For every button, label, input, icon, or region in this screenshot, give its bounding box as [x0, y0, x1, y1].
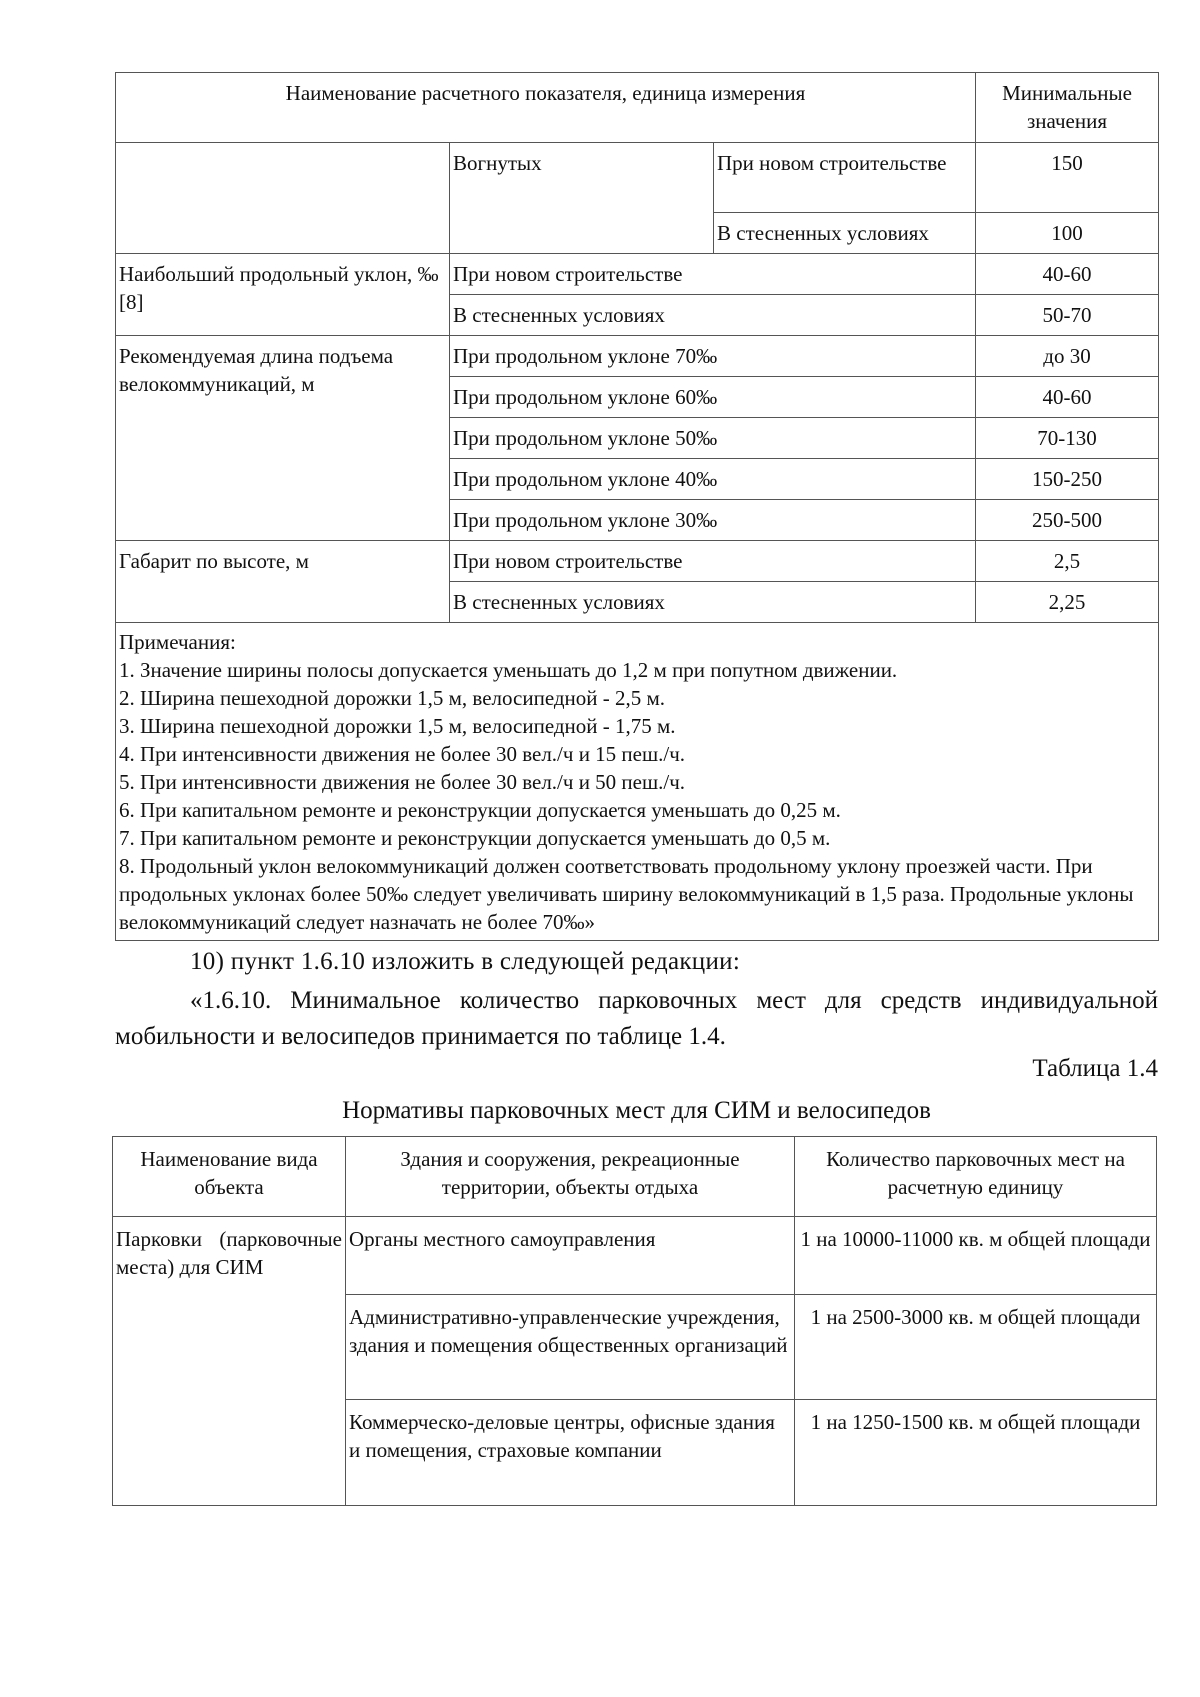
table-cell: 70-130	[976, 418, 1159, 459]
note-item: 3. Ширина пешеходной дорожки 1,5 м, велосипедной - 1,75 м.	[119, 714, 676, 738]
table-cell: При продольном уклоне 70‰	[450, 336, 976, 377]
table-cell: При новом строительстве	[450, 254, 976, 295]
table-cell: 1 на 2500-3000 кв. м общей площади	[795, 1295, 1157, 1400]
table-cell: Органы местного самоуправления	[346, 1217, 795, 1295]
slope-label: Наибольший продольный уклон, ‰ [8]	[116, 254, 450, 336]
header-min-values: Минимальные значения	[976, 73, 1159, 143]
table-cell: При продольном уклоне 40‰	[450, 459, 976, 500]
table-cell: 150-250	[976, 459, 1159, 500]
table-cell: При продольном уклоне 50‰	[450, 418, 976, 459]
table-cell: При продольном уклоне 30‰	[450, 500, 976, 541]
note-item: 7. При капитальном ремонте и реконструкции допускается уменьшать до 0,5 м.	[119, 826, 831, 850]
table-cell: 40-60	[976, 254, 1159, 295]
notes-block	[116, 623, 1159, 941]
header-buildings: Здания и сооружения, рекреационные территории, объекты отдыха	[346, 1137, 795, 1217]
table-cell: В стесненных условиях	[450, 582, 976, 623]
header-parameter-name: Наименование расчетного показателя, единица измерения	[116, 73, 976, 143]
table-cell: 2,5	[976, 541, 1159, 582]
ascent-label: Рекомендуемая длина подъема велокоммуникаций, м	[116, 336, 450, 541]
paragraph-1-6-10: «1.6.10. Минимальное количество парковочных мест для средств индивидуальной мобильности и велосипедов принимается по таблице 1.4.	[115, 987, 1158, 1050]
table-cell: 50-70	[976, 295, 1159, 336]
paragraph-item-10: 10) пункт 1.6.10 изложить в следующей редакции:	[190, 948, 741, 975]
table-cell: 1 на 1250-1500 кв. м общей площади	[795, 1400, 1157, 1506]
group-label: Парковки (парковочные места) для СИМ	[113, 1217, 346, 1506]
note-item: 1. Значение ширины полосы допускается уменьшать до 1,2 м при попутном движении.	[119, 658, 898, 682]
note-item: 6. При капитальном ремонте и реконструкции допускается уменьшать до 0,25 м.	[119, 798, 841, 822]
table-cell: В стесненных условиях	[714, 213, 976, 254]
design-parameters-table	[115, 72, 1159, 941]
notes-title: Примечания:	[119, 630, 236, 654]
table-cell: 250-500	[976, 500, 1159, 541]
empty-cell	[116, 143, 450, 254]
table-cell: 100	[976, 213, 1159, 254]
note-item: 2. Ширина пешеходной дорожки 1,5 м, велосипедной - 2,5 м.	[119, 686, 666, 710]
table-cell: 1 на 10000-11000 кв. м общей площади	[795, 1217, 1157, 1295]
header-object-type: Наименование вида объекта	[113, 1137, 346, 1217]
note-item: 5. При интенсивности движения не более 30 вел./ч и 50 пеш./ч.	[119, 770, 686, 794]
table-cell: При новом строительстве	[450, 541, 976, 582]
note-item: 8. Продольный уклон велокоммуникаций должен соответствовать продольному уклону проезжей части. При продольных уклонах более 50‰ следует увеличивать ширину велокоммуникаций в 1,5 раза. Продольные уклоны велокоммуникаций следует назначать не более 70‰»	[119, 854, 1134, 934]
note-item: 4. При интенсивности движения не более 30 вел./ч и 15 пеш./ч.	[119, 742, 686, 766]
table-title: Нормативы парковочных мест для СИМ и велосипедов	[342, 1097, 931, 1124]
table-cell: При продольном уклоне 60‰	[450, 377, 976, 418]
header-parking-count: Количество парковочных мест на расчетную единицу	[795, 1137, 1157, 1217]
parking-norms-table	[112, 1136, 1157, 1506]
table-cell: 150	[976, 143, 1159, 213]
table-cell: При новом строительстве	[714, 143, 976, 213]
table-caption: Таблица 1.4	[1032, 1055, 1158, 1082]
table-cell: 2,25	[976, 582, 1159, 623]
table-cell: Коммерческо-деловые центры, офисные здания и помещения, страховые компании	[346, 1400, 795, 1506]
table-cell: Административно-управленческие учреждения, здания и помещения общественных организаций	[346, 1295, 795, 1400]
table-cell: 40-60	[976, 377, 1159, 418]
table-cell: до 30	[976, 336, 1159, 377]
concave-label: Вогнутых	[450, 143, 714, 254]
height-label: Габарит по высоте, м	[116, 541, 450, 623]
table-cell: В стесненных условиях	[450, 295, 976, 336]
